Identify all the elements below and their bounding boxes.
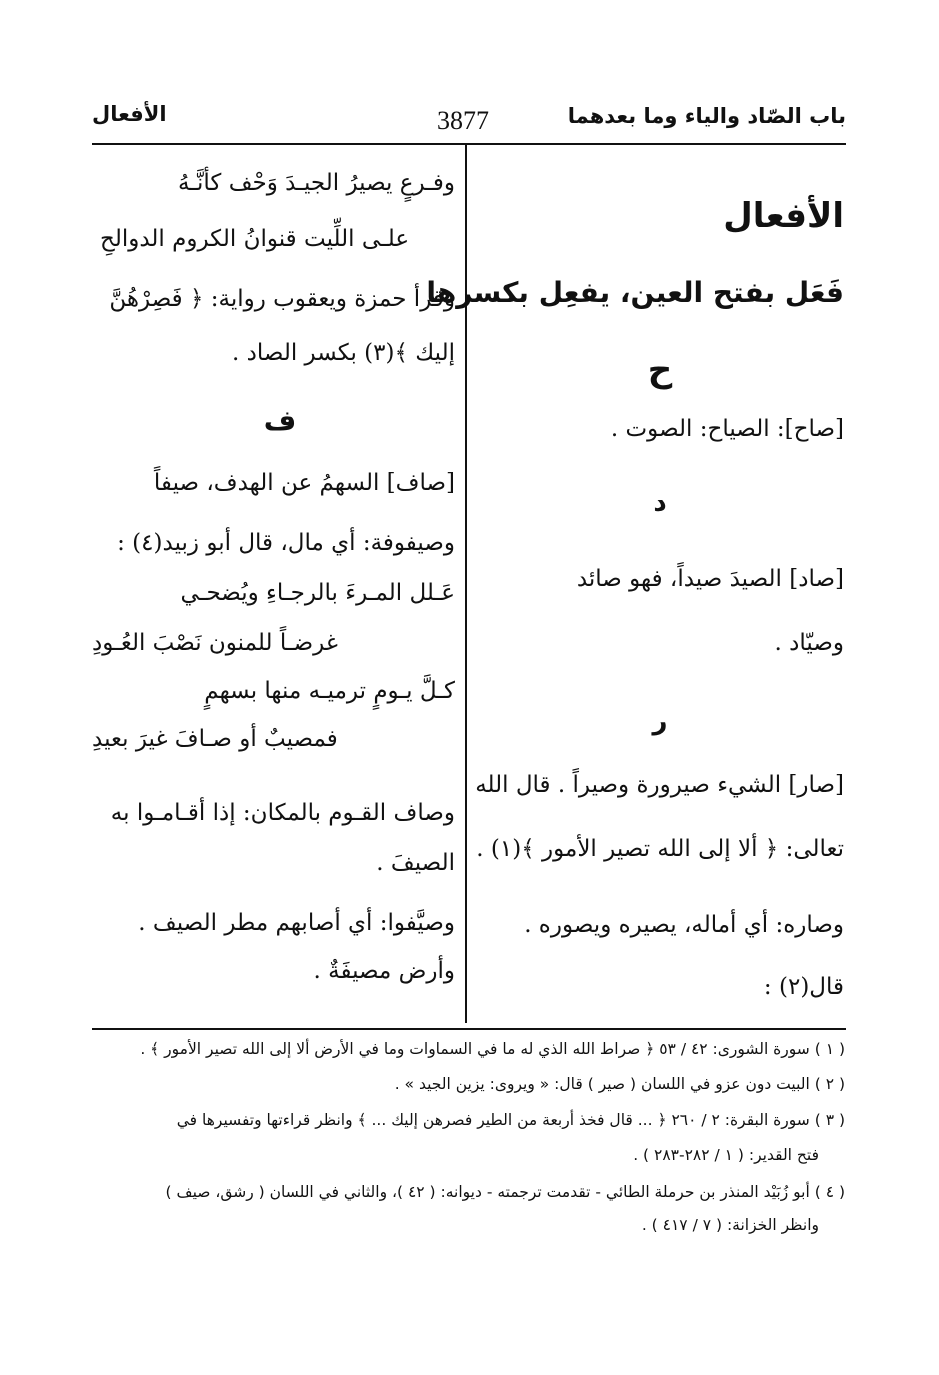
verse-abu-zubayd-1: عَـلل المـرءَ بالرجـاءِ ويُضحـي (180, 580, 455, 606)
footnote-1: ( ١ ) سورة الشورى: ٤٢ / ٥٣ ﴿ صراط الله الذي له ما في السماوات وما في الأرض ألا إلى الله تصير الأمور ﴾ . (140, 1040, 845, 1058)
running-head-chapter: باب الصّاد والياء وما بعدهما (567, 104, 846, 128)
verse-abu-zubayd-3: كـلَّ يـومٍ ترميـه منها بسهمٍ (204, 678, 455, 704)
verse-line-1: وفـرعٍ يصيرُ الجيـدَ وَحْف كأنَّـهُ (177, 170, 455, 196)
section-title: الأفعال (723, 196, 844, 236)
entry-sad-line-1: [صاد] الصيدَ صيداً، فهو صائد (576, 566, 844, 592)
letter-heading-ra: ر (652, 706, 668, 736)
footnote-3-continued: فتح القدير: ( ١ / ٢٨٢-٢٨٣ ) . (633, 1146, 819, 1164)
letter-heading-fa: ف (263, 404, 297, 437)
letter-heading-ha: ح (647, 350, 673, 390)
section-subtitle: فَعَل بفتح العين، يفعِل بكسرها (426, 276, 844, 309)
footnote-2: ( ٢ ) البيت دون عزو في اللسان ( صير ) قال: « ويروى: يزين الجيد » . (394, 1075, 845, 1093)
footnote-3: ( ٣ ) سورة البقرة: ٢ / ٢٦٠ ﴿ ... قال فخذ أربعة من الطير فصرهن إليك ... ﴾ وانظر قراءتها وتفسيرها في (176, 1111, 845, 1129)
footnote-rule (92, 1028, 846, 1030)
entry-sar-line-4: قال(٢) : (763, 974, 844, 1000)
text-line-2: إليك ﴾(٣) بكسر الصاد . (232, 340, 455, 366)
entry-sad-line-2: وصيّاد . (774, 630, 844, 656)
entry-saf-line-2: وصيفوفة: أي مال، قال أبو زبيد(٤) : (117, 530, 455, 556)
entry-sar-line-1: [صار] الشيء صيرورة وصيراً . قال الله (475, 772, 844, 798)
header-rule (92, 143, 846, 145)
entry-sar-line-3: وصاره: أي أماله، يصيره ويصوره . (524, 912, 844, 938)
footnote-4: ( ٤ ) أبو زُبَيْد المنذر بن حرملة الطائي - تقدمت ترجمته - ديوانه: ( ٤٢ )، والثاني في اللسان ( رشق، صيف ) (165, 1183, 845, 1201)
entry-saf-line-1: [صاف] السهمُ عن الهدف، صيفاً (153, 470, 455, 496)
entry-sah: [صاح]: الصياح: الصوت . (610, 416, 844, 442)
entry-saf-qawm-line-2: الصيفَ . (376, 850, 455, 876)
letter-heading-dal: د (653, 488, 667, 518)
verse-abu-zubayd-2: غرضـاً للمنون نَصْبَ العُـودِ (92, 630, 338, 656)
entry-sayyafu: وصيَّفوا: أي أصابهم مطر الصيف . (138, 910, 455, 936)
footnote-4-continued: وانظر الخزانة: ( ٧ / ٤١٧ ) . (641, 1216, 819, 1234)
verse-abu-zubayd-4: فمصيبٌ أو صـافَ غيرَ بعيدِ (92, 726, 338, 752)
entry-sar-line-2: تعالى: ﴿ ألا إلى الله تصير الأمور ﴾(١) . (476, 836, 844, 862)
entry-masifa: وأرض مصيفَةٌ . (313, 958, 455, 984)
verse-line-2: علـى اللِّيت قنوانُ الكروم الدوالحِ (100, 226, 410, 252)
entry-saf-qawm-line-1: وصاف القـوم بالمكان: إذا أقـامـوا به (110, 800, 455, 826)
page-number: 3877 (437, 106, 489, 135)
text-line-1: وقرأ حمزة ويعقوب رواية: ﴿ فَصِرْهُنَّ (109, 286, 455, 312)
running-head-section: الأفعال (92, 102, 167, 126)
